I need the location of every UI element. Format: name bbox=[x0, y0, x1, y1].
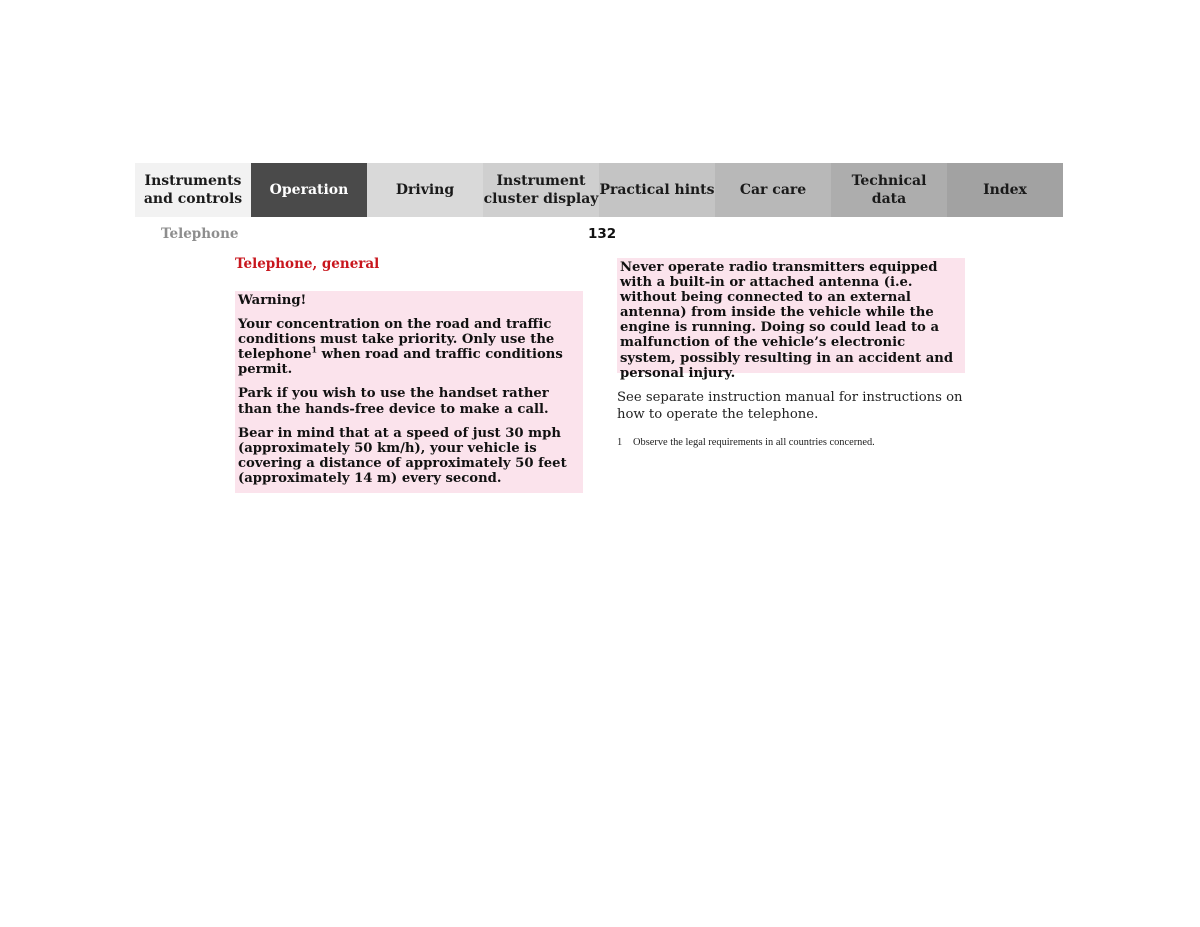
section-title: Telephone bbox=[161, 226, 239, 242]
footnote-text: Observe the legal requirements in all countries concerned. bbox=[633, 437, 875, 448]
footnote-marker: 1 bbox=[311, 344, 318, 355]
radio-warning-box bbox=[617, 258, 965, 381]
tab-car-care[interactable]: Car care bbox=[715, 163, 831, 217]
tab-technical-data[interactable]: Technical data bbox=[831, 163, 947, 217]
warning-text: when road and traffic conditions permit. bbox=[238, 347, 563, 378]
chapter-nav bbox=[135, 163, 1063, 217]
warning-box bbox=[235, 291, 583, 493]
tab-operation[interactable]: Operation bbox=[251, 163, 367, 217]
tab-instrument-cluster-display[interactable]: Instrument cluster display bbox=[483, 163, 599, 217]
warning-paragraph-concentration bbox=[238, 317, 579, 377]
page-number: 132 bbox=[588, 226, 617, 242]
tab-driving[interactable]: Driving bbox=[367, 163, 483, 217]
warning-title: Warning! bbox=[238, 293, 307, 308]
tab-practical-hints[interactable]: Practical hints bbox=[599, 163, 715, 217]
warning-text: Your concentration on the road and traffic conditions must take priority. Only use the telephone bbox=[238, 317, 555, 363]
tab-index[interactable]: Index bbox=[947, 163, 1063, 217]
footnote bbox=[617, 436, 969, 449]
tab-instruments-and-controls[interactable]: Instruments and controls bbox=[135, 163, 251, 217]
warning-paragraph-park: Park if you wish to use the handset rather than the hands-free device to make a call. bbox=[238, 386, 549, 417]
page-heading: Telephone, general bbox=[235, 256, 380, 272]
warning-paragraph-speed: Bear in mind that at a speed of just 30 mph (approximately 50 km/h), your vehicle is covering a distance of approximately 50 feet (approximately 14 m) every second. bbox=[238, 425, 567, 486]
radio-warning-text: Never operate radio transmitters equipped with a built-in or attached antenna (i.e. without being connected to an external antenna) from inside the vehicle while the engine is running. Doing so could lead to a malfunction of the vehicle’s electronic system, possibly resulting in an accident and personal injury. bbox=[620, 260, 954, 381]
instruction-text: See separate instruction manual for instructions on how to operate the telephone. bbox=[617, 390, 963, 422]
footnote-number: 1 bbox=[617, 437, 623, 448]
